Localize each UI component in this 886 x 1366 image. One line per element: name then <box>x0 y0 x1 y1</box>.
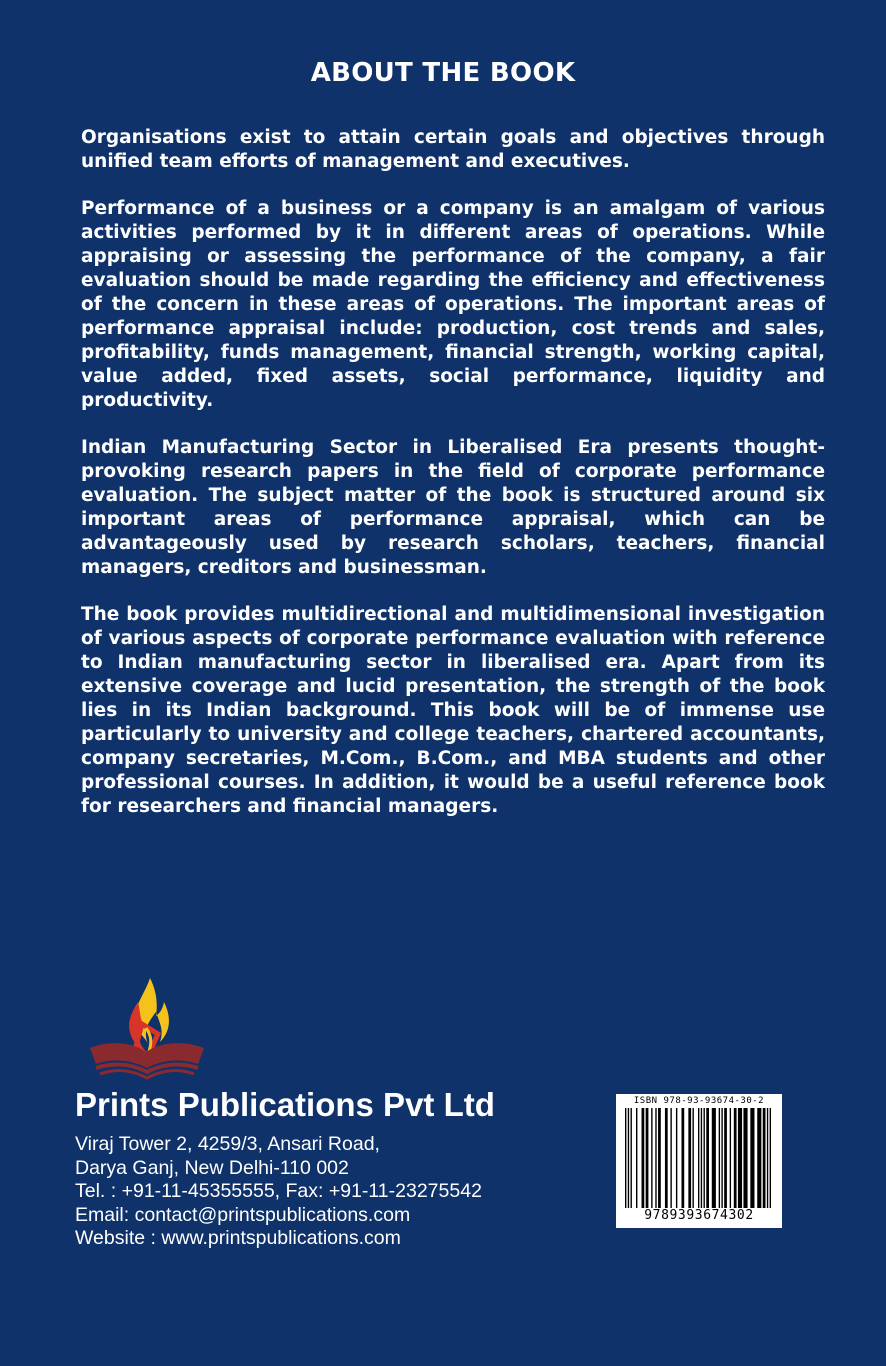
barcode-bar <box>646 1108 649 1208</box>
barcode-bar <box>712 1108 716 1208</box>
isbn-barcode <box>616 1094 782 1228</box>
barcode-bar <box>757 1108 761 1208</box>
barcode-bar <box>763 1108 766 1208</box>
about-the-book-heading: ABOUT THE BOOK <box>310 58 576 88</box>
paragraph: The book provides multidirectional and multidimensional investigation of various aspects of corporate performance evaluation with reference to Indian manufacturing sector in liberalised era. Apart from its extensive coverage and lucid presentation, the strength of the book lies in its Indian background. This book will be of immense use particularly to university and college teachers, chartered accountants, company secretaries, M.Com., B.Com., and MBA students and other professional courses. In addition, it would be a useful reference book for researchers and financial managers. <box>81 604 825 817</box>
barcode-bar <box>681 1108 684 1208</box>
barcode-bar <box>724 1108 727 1208</box>
paragraph: Organisations exist to attain certain goals and objectives through unified team efforts of management and executives. <box>81 127 825 172</box>
barcode-bar <box>692 1108 693 1208</box>
barcode-bar <box>655 1108 656 1208</box>
address-line: Viraj Tower 2, 4259/3, Ansari Road, <box>75 1133 380 1155</box>
email: Email: contact@printspublications.com <box>75 1203 411 1226</box>
about-the-book-text <box>81 126 825 842</box>
publisher-name: Prints Publications Pvt Ltd <box>75 1086 495 1123</box>
barcode-bar <box>767 1108 768 1208</box>
barcode-bar <box>658 1108 661 1208</box>
paragraph: Indian Manufacturing Sector in Liberalised Era presents thought-provoking research papers in the field of corporate performance evaluation. The subject matter of the book is structured around six important areas of performance appraisal, which can be advantageously used by research scholars, teachers, financial managers, creditors and businessman. <box>81 437 825 578</box>
barcode-bar <box>636 1108 637 1208</box>
website: Website : www.printspublications.com <box>75 1227 401 1249</box>
barcode-bar <box>770 1108 771 1208</box>
barcode-bar <box>701 1108 702 1208</box>
barcode-bars <box>623 1108 775 1208</box>
ean-number: 9789393674302 <box>644 1208 754 1223</box>
barcode-bar <box>665 1108 668 1208</box>
barcode-bar <box>734 1108 737 1208</box>
barcode-bar <box>721 1108 722 1208</box>
paragraph: Performance of a business or a company is an amalgam of various activities performed by it in different areas of operations. While appraising or assessing the performance of the company, a fair evaluation should be made regarding the efficiency and effectiveness of the concern in these areas of operations. The important areas of performance appraisal include: production, cost trends and sales, profitability, funds management, financial strength, working capital, value added, fixed assets, social performance, liquidity and productivity. <box>81 198 825 411</box>
address-line: Darya Ganj, New Delhi-110 002 <box>75 1156 349 1179</box>
barcode-bar <box>651 1108 652 1208</box>
barcode-bar <box>704 1108 705 1208</box>
barcode-bar <box>750 1108 754 1208</box>
barcode-bar <box>730 1108 731 1208</box>
barcode-bar <box>706 1108 709 1208</box>
barcode-bar <box>743 1108 747 1208</box>
barcode-bar <box>738 1108 742 1208</box>
barcode-bar <box>628 1108 629 1208</box>
isbn-label: ISBN 978-93-93674-30-2 <box>633 1096 765 1106</box>
barcode-bar <box>631 1108 632 1208</box>
barcode-bar <box>642 1108 645 1208</box>
barcode-bar <box>676 1108 677 1208</box>
barcode-bar <box>688 1108 691 1208</box>
publisher-address <box>75 1133 482 1251</box>
barcode-bar <box>625 1108 626 1208</box>
barcode-bar <box>719 1108 720 1208</box>
barcode-bar <box>670 1108 671 1208</box>
phone-fax: Tel. : +91-11-45355555, Fax: +91-11-23275542 <box>75 1180 482 1202</box>
publisher-logo <box>86 972 208 1084</box>
barcode-bar <box>698 1108 699 1208</box>
